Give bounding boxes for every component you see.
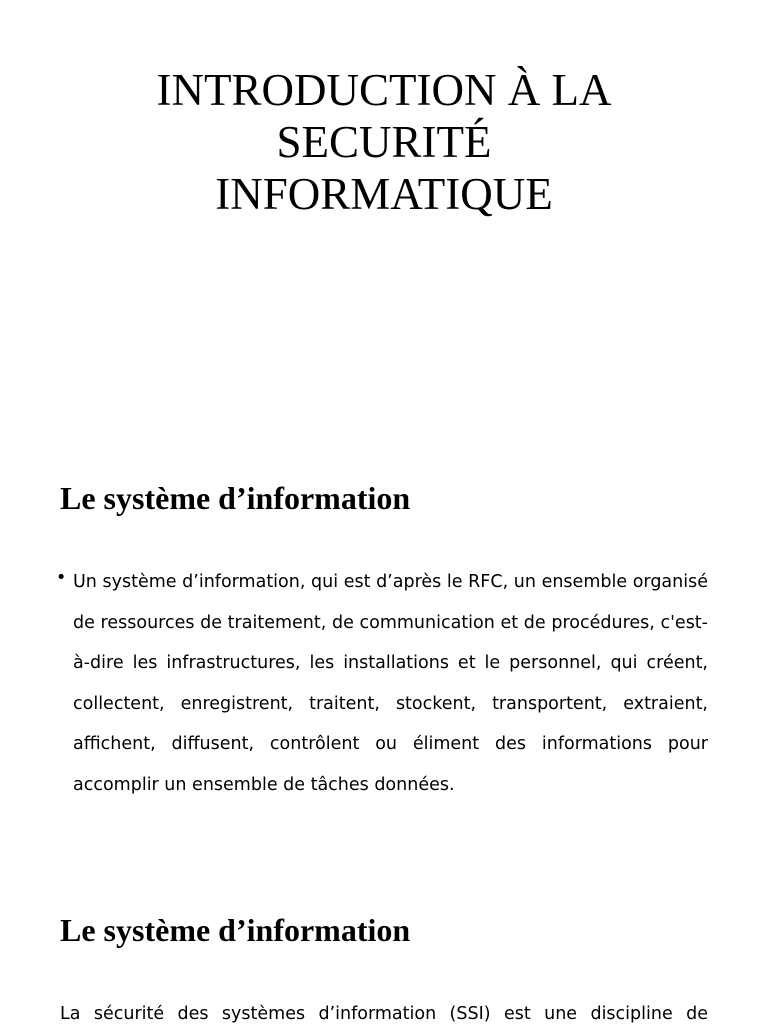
bullet-icon: •: [56, 568, 67, 588]
list-item: [56, 562, 708, 805]
title-line-2: SECURITÉ: [276, 117, 492, 167]
page-title: [84, 64, 684, 220]
title-line-1: INTRODUCTION À LA: [156, 65, 612, 115]
bullet-text: Un système d’information, qui est d’après le RFC, un ensemble organisé de ressources de traitement, de communication et de procédures, c'est-à-dire les infrastructures, les installations et le personnel, qui créent, collectent, enregistrent, traitent, stockent, transportent, extraient, affichent, diffusent, contrôlent ou éliment des informations pour accomplir un ensemble de tâches données.: [73, 572, 708, 795]
section-heading-system-information: Le système d’information: [60, 480, 411, 516]
section-heading-system-information-2: Le système d’information: [60, 912, 411, 948]
title-slide: [0, 0, 768, 440]
bullet-list: [56, 562, 708, 805]
ssi-paragraph: La sécurité des systèmes d’information (SSI) est une discipline de: [60, 1004, 708, 1024]
title-line-3: INFORMATIQUE: [215, 169, 553, 219]
